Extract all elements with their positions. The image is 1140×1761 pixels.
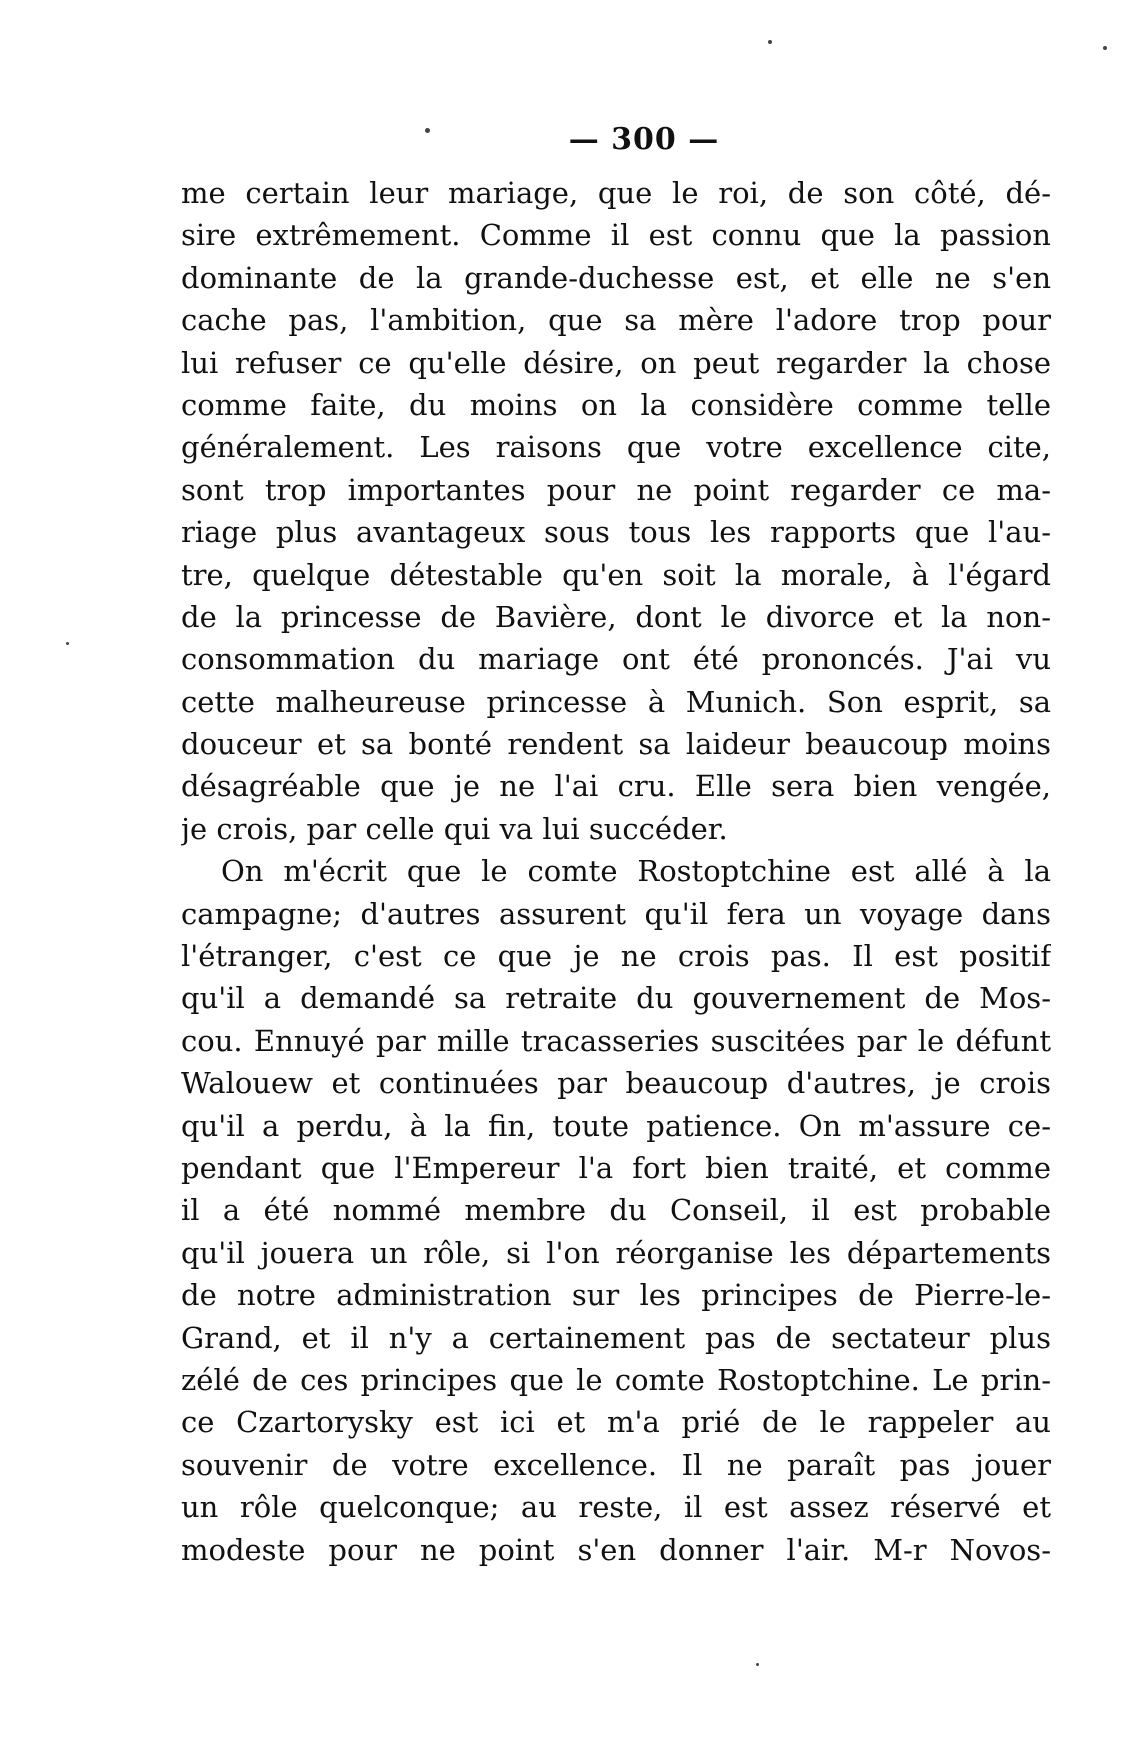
text-line: de notre administration sur les principes de Pierre-le-	[181, 1278, 1051, 1313]
text-line: qu'il a perdu, à la fin, toute patience. On m'assure ce-	[181, 1108, 1051, 1143]
text-line: cou. Ennuyé par mille tracasseries suscitées par le défunt	[181, 1023, 1051, 1058]
body-text	[181, 172, 1051, 1571]
text-line: consommation du mariage ont été prononcés. J'ai vu	[181, 642, 1051, 677]
text-line: Walouew et continuées par beaucoup d'autres, je crois	[181, 1066, 1051, 1101]
text-line: sont trop importantes pour ne point regarder ce ma-	[181, 472, 1051, 507]
text-line: On m'écrit que le comte Rostoptchine est allé à la	[221, 854, 1051, 889]
text-line: cache pas, l'ambition, que sa mère l'adore trop pour	[181, 303, 1051, 338]
page-number: — 300 —	[568, 122, 720, 157]
text-line: je crois, par celle qui va lui succéder.	[181, 811, 728, 846]
text-line: ce Czartorysky est ici et m'a prié de le rappeler au	[181, 1405, 1051, 1440]
text-line: me certain leur mariage, que le roi, de son côté, dé-	[181, 176, 1051, 210]
text-line: douceur et sa bonté rendent sa laideur beaucoup moins	[181, 727, 1051, 762]
text-line: tre, quelque détestable qu'en soit la morale, à l'égard	[181, 557, 1051, 592]
text-line: modeste pour ne point s'en donner l'air. M-r Novos-	[181, 1532, 1051, 1567]
text-line: désagréable que je ne l'ai cru. Elle sera bien vengée,	[181, 769, 1051, 804]
text-line: zélé de ces principes que le comte Rostoptchine. Le prin-	[181, 1362, 1051, 1397]
text-line: qu'il jouera un rôle, si l'on réorganise les départements	[181, 1235, 1051, 1270]
text-line: sire extrêmement. Comme il est connu que la passion	[181, 218, 1051, 253]
text-line: un rôle quelconque; au reste, il est assez réservé et	[181, 1490, 1051, 1525]
print-speck	[768, 40, 772, 44]
print-speck	[66, 642, 69, 645]
paragraph-1	[181, 172, 1051, 850]
text-line: campagne; d'autres assurent qu'il fera un voyage dans	[181, 896, 1051, 931]
text-line: l'étranger, c'est ce que je ne crois pas. Il est positif	[181, 939, 1051, 974]
text-line: Grand, et il n'y a certainement pas de sectateur plus	[181, 1320, 1051, 1355]
text-line: lui refuser ce qu'elle désire, on peut regarder la chose	[181, 345, 1051, 380]
text-line: souvenir de votre excellence. Il ne paraît pas jouer	[181, 1447, 1051, 1482]
text-line: cette malheureuse princesse à Munich. Son esprit, sa	[181, 684, 1051, 719]
text-line: dominante de la grande-duchesse est, et elle ne s'en	[181, 260, 1051, 295]
text-line: comme faite, du moins on la considère comme telle	[181, 387, 1051, 422]
text-line: riage plus avantageux sous tous les rapports que l'au-	[181, 515, 1051, 550]
text-line: il a été nommé membre du Conseil, il est probable	[181, 1193, 1051, 1228]
paragraph-2	[181, 850, 1051, 1571]
text-line: de la princesse de Bavière, dont le divorce et la non-	[181, 599, 1051, 634]
print-speck	[1103, 46, 1107, 50]
text-line: pendant que l'Empereur l'a fort bien traité, et comme	[181, 1150, 1051, 1185]
print-speck	[756, 1663, 759, 1666]
text-line: qu'il a demandé sa retraite du gouvernement de Mos-	[181, 981, 1051, 1016]
text-line: généralement. Les raisons que votre excellence cite,	[181, 430, 1051, 465]
